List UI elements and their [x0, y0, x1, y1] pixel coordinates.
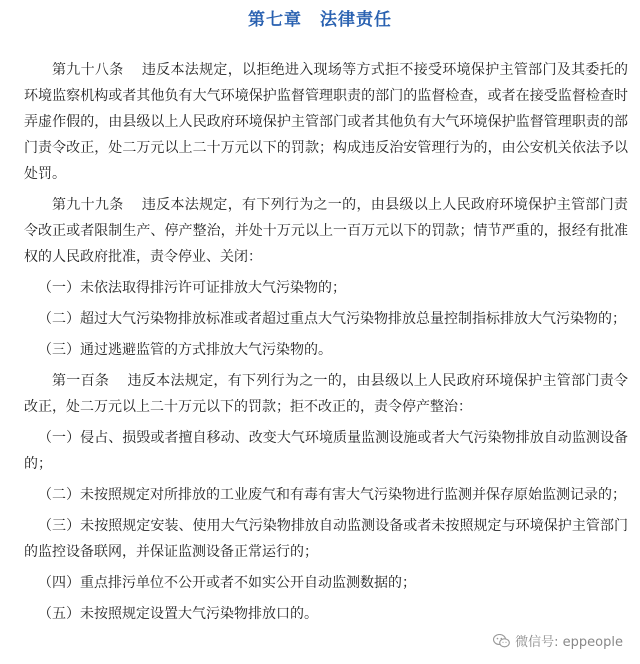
- document-body: [24, 57, 628, 632]
- article-100-item-2: （二）未按照规定对所排放的工业废气和有毒有害大气污染物进行监测并保存原始监测记录的；: [38, 487, 626, 503]
- article-label: 第九十九条: [52, 197, 124, 213]
- article-label: 第一百条: [52, 373, 110, 389]
- article-text: 违反本法规定，有下列行为之一的，由县级以上人民政府环境保护主管部门责令改正或者限制生产、停产整治，并处十万元以上一百万元以下的罚款；情节严重的，报经有批准权的人民政府批准，责令停业、关闭：: [24, 197, 629, 265]
- wechat-icon: [493, 634, 510, 648]
- article-text: 违反本法规定，有下列行为之一的，由县级以上人民政府环境保护主管部门责令改正，处二万元以上二十万元以下的罚款；拒不改正的，责令停产整治：: [24, 373, 629, 415]
- article-99-item-1: （一）未依法取得排污许可证排放大气污染物的；: [38, 280, 346, 296]
- article-100-item-5: （五）未按照规定设置大气污染物排放口的。: [38, 606, 318, 622]
- chapter-title: 第七章 法律责任: [248, 10, 392, 30]
- wechat-watermark: [490, 631, 626, 650]
- article-100-item-3: （三）未按照规定安装、使用大气污染物排放自动监测设备或者未按照规定与环境保护主管部门的监控设备联网，并保证监测设备正常运行的；: [24, 518, 628, 560]
- article-99: [24, 192, 628, 270]
- article-label: 第九十八条: [52, 62, 124, 78]
- article-text: 违反本法规定，以拒绝进入现场等方式拒不接受环境保护主管部门及其委托的环境监察机构或者其他负有大气环境保护监督管理职责的部门的监督检查，或者在接受监督检查时弄虚作假的，由县级以上人民政府环境保护主管部门或者其他负有大气环境保护监督管理职责的部门责令改正，处二万元以上二十万元以下的罚款；构成违反治安管理行为的，由公安机关依法予以处罚。: [24, 62, 629, 182]
- watermark-text: 微信号: eppeople: [515, 635, 623, 650]
- article-99-item-3: （三）通过逃避监管的方式排放大气污染物的。: [38, 342, 332, 358]
- article-100-item-1: （一）侵占、损毁或者擅自移动、改变大气环境质量监测设施或者大气污染物排放自动监测设备的；: [24, 430, 628, 472]
- article-98: [24, 57, 628, 187]
- article-100-item-4: （四）重点排污单位不公开或者不如实公开自动监测数据的；: [38, 575, 416, 591]
- article-99-item-2: （二）超过大气污染物排放标准或者超过重点大气污染物排放总量控制指标排放大气污染物的；: [38, 311, 626, 327]
- article-100: [24, 368, 628, 420]
